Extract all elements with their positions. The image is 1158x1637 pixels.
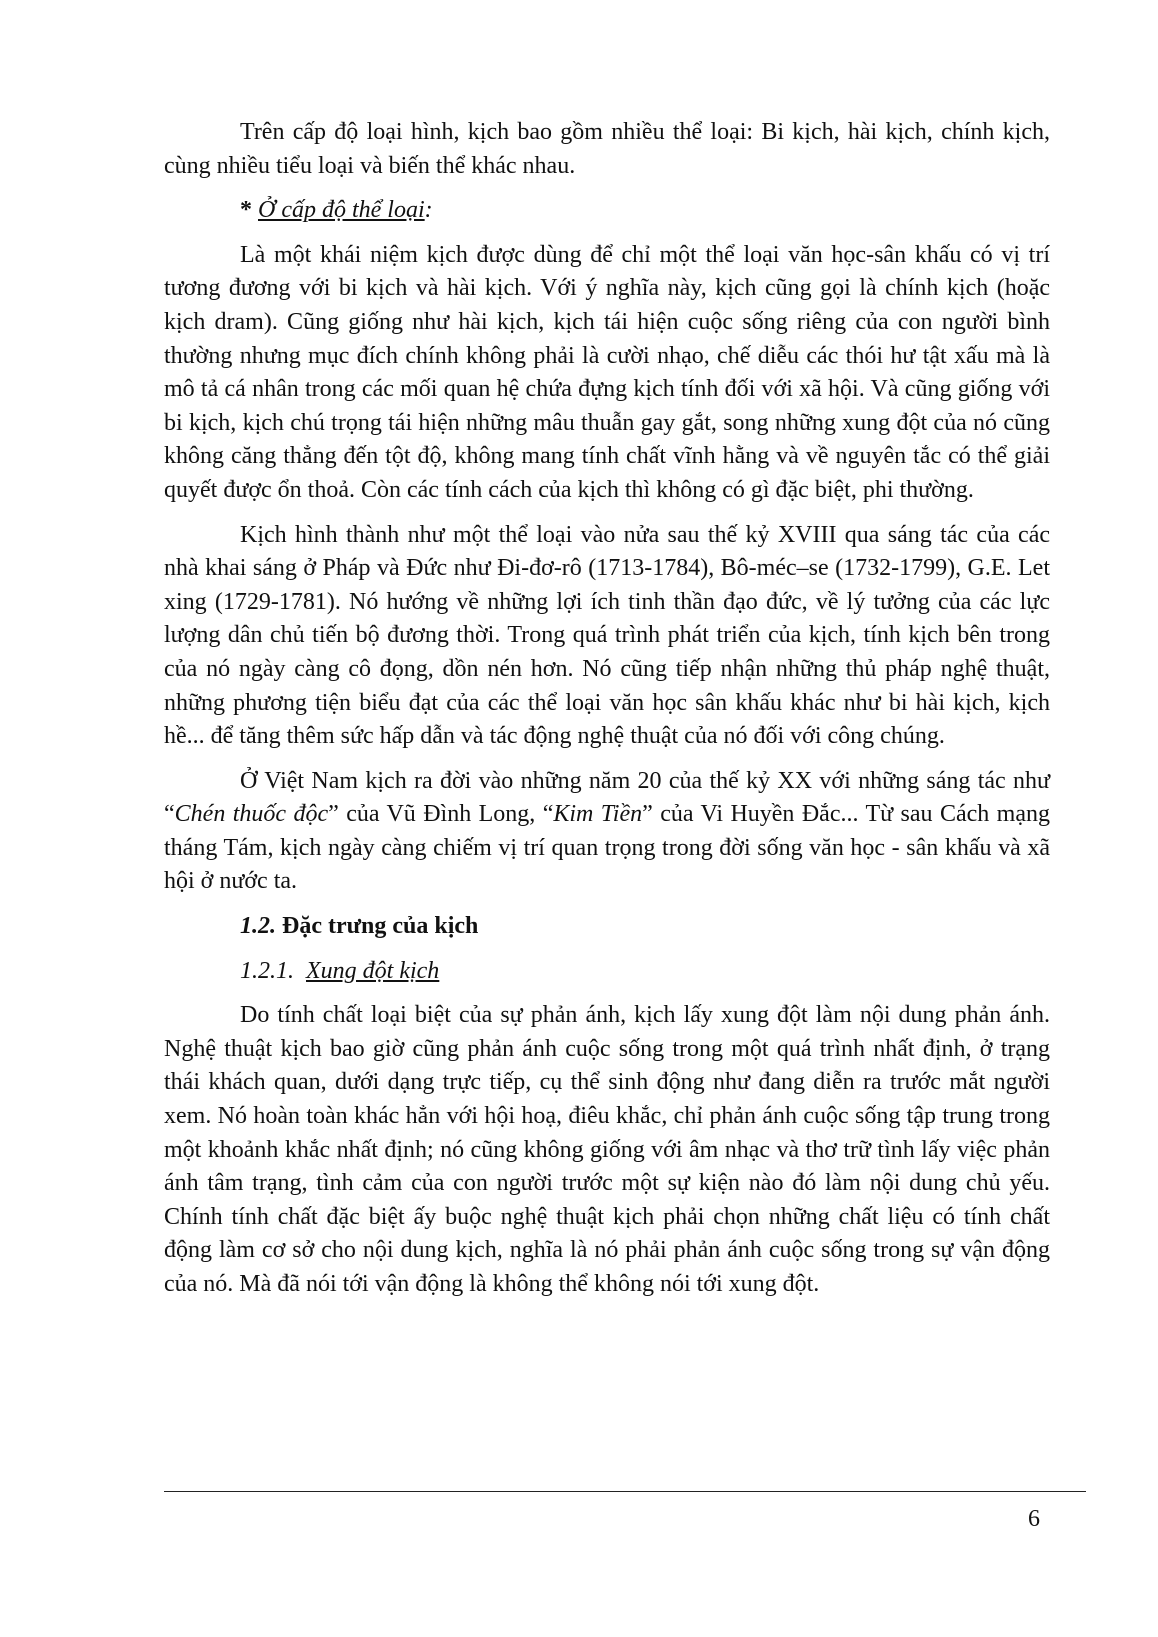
section-heading [164, 910, 1050, 944]
paragraph-genre-levels: Trên cấp độ loại hình, kịch bao gồm nhiều thể loại: Bi kịch, hài kịch, chính kịch, cùng nhiều tiểu loại và biến thể khác nhau. [164, 119, 1050, 179]
paragraph-drama-definition: Là một khái niệm kịch được dùng để chỉ một thể loại văn học-sân khấu có vị trí tương đương với bi kịch và hài kịch. Với ý nghĩa này, kịch cũng gọi là chính kịch (hoặc kịch dram). Cũng giống như hài kịch, kịch tái hiện cuộc sống riêng của con người bình thường nhưng mục đích chính không phải là cười nhạo, chế diễu các thói hư tật xấu mà là mô tả cá nhân trong các mối quan hệ chứa đựng kịch tính đối với xã hội. Và cũng giống với bi kịch, kịch chú trọng tái hiện những mâu thuẫn gay gắt, song những xung đột của nó cũng không căng thẳng đến tột độ, không mang tính chất vĩnh hằng và về nguyên tắc có thể giải quyết được ổn thoả. Còn các tính cách của kịch thì không có gì đặc biệt, phi thường. [164, 241, 1050, 503]
page-number: 6 [1028, 1506, 1040, 1532]
work-title-kim-tien: Kim Tiền [553, 801, 643, 828]
subheading-label: Ở cấp độ thể loại [258, 197, 425, 224]
paragraph-vietnam-drama [164, 765, 1050, 899]
page-body [164, 116, 1050, 1313]
paragraph-text: ” của Vũ Đình Long, “ [328, 801, 554, 828]
subheading-bullet: * [240, 197, 258, 224]
subheading-colon: : [424, 197, 433, 224]
subsection-title: Xung đột kịch [306, 957, 440, 984]
paragraph-conflict: Do tính chất loại biệt của sự phản ánh, kịch lấy xung đột làm nội dung phản ánh. Nghệ thuật kịch bao giờ cũng phản ánh cuộc sống trong một quá trình nhất định, ở trạng thái khách quan, dưới dạng trực tiếp, cụ thể sinh động như đang diễn ra trước mắt người xem. Nó hoàn toàn khác hẳn với hội hoạ, điêu khắc, chỉ phản ánh cuộc sống tập trung trong một khoảnh khắc nhất định; nó cũng không giống với âm nhạc và thơ trữ tình lấy việc phản ánh tâm trạng, tình cảm của con người trước một sự kiện nào đó làm nội dung chủ yếu. Chính tính chất đặc biệt ấy buộc nghệ thuật kịch phải chọn những chất liệu có tính chất động làm cơ sở cho nội dung kịch, nghĩa là nó phải phản ánh cuộc sống trong sự vận động của nó. Mà đã nói tới vận động là không thể không nói tới xung đột. [164, 1002, 1050, 1297]
paragraph-text: Ở Việt Nam kịch ra đời vào những năm 20 của thế kỷ XX với những sáng tác như “ [164, 767, 1050, 828]
subsection-heading [164, 955, 1050, 989]
paragraph-text: ” của Vi Huyền Đắc... Từ sau Cách mạng tháng Tám, kịch ngày càng chiếm vị trí quan trọng trong đời sống văn học - sân khấu và xã hội ở nước ta. [164, 801, 1050, 895]
work-title-chen-thuoc-doc: Chén thuốc độc [174, 801, 329, 828]
subsection-number: 1.2.1. [240, 957, 294, 984]
footer-divider [164, 1491, 1086, 1492]
paragraph-drama-history: Kịch hình thành như một thể loại vào nửa sau thế kỷ XVIII qua sáng tác của các nhà khai sáng ở Pháp và Đức như Đi-đơ-rô (1713-1784), Bô-méc–se (1732-1799), G.E. Let xing (1729-1781). Nó hướng về những lợi ích tinh thần đạo đức, về lý tưởng của các lực lượng dân chủ tiến bộ đương thời. Trong quá trình phát triển của kịch, tính kịch bên trong của nó ngày càng cô đọng, dồn nén hơn. Nó cũng tiếp nhận những thủ pháp nghệ thuật, những phương tiện biểu đạt của các thể loại văn học sân khấu khác như bi hài kịch, kịch hề... để tăng thêm sức hấp dẫn và tác động nghệ thuật của nó đối với công chúng. [164, 521, 1050, 750]
section-title: Đặc trưng của kịch [276, 913, 479, 940]
section-number: 1.2. [240, 913, 276, 940]
subheading-genre-level [164, 194, 1050, 228]
